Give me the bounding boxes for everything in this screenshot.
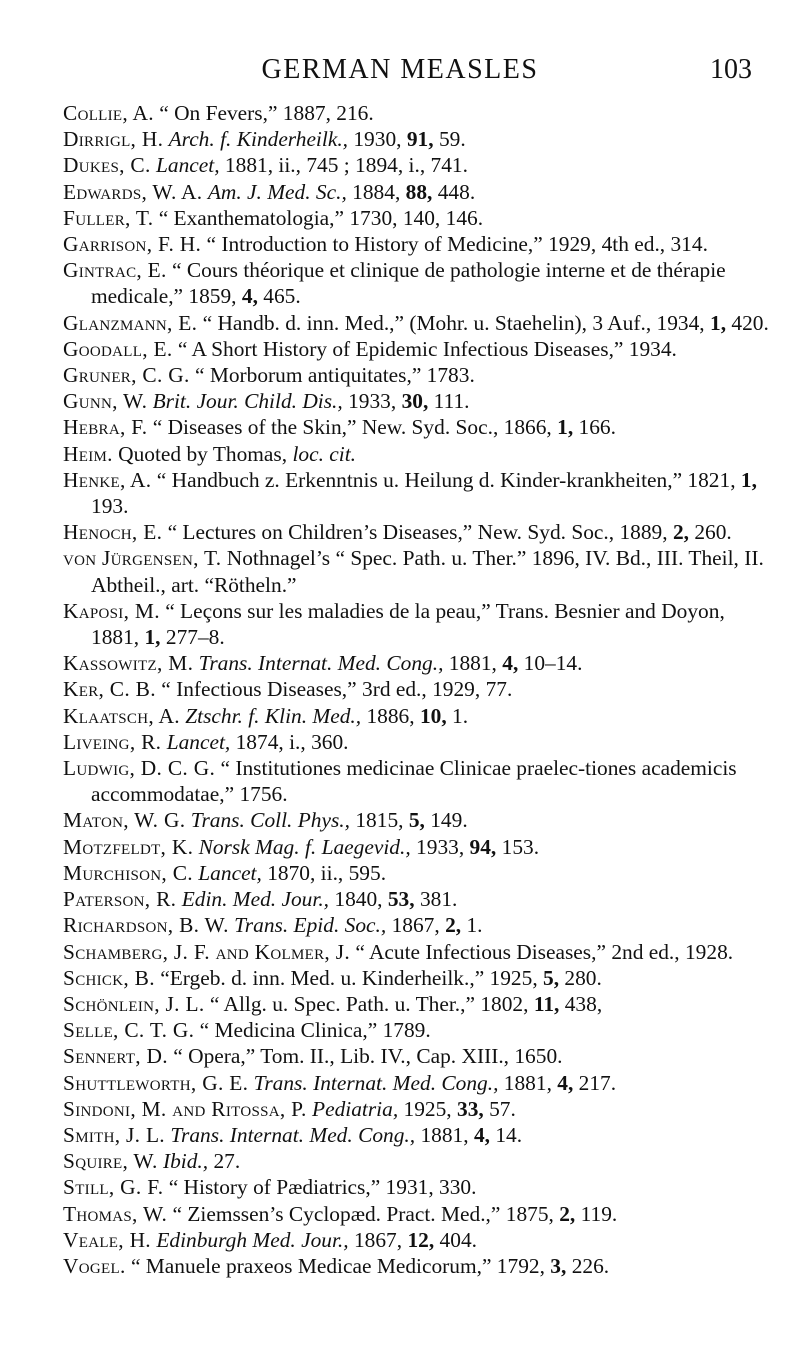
reference-volume: 33, bbox=[457, 1096, 484, 1121]
reference-author: Sindoni, M. and Ritossa, P. bbox=[63, 1096, 307, 1121]
reference-author: Gintrac, E. bbox=[63, 258, 167, 283]
reference-volume: 5, bbox=[408, 808, 425, 833]
reference-author: Still, G. F. bbox=[63, 1175, 164, 1200]
reference-text: 59. bbox=[433, 127, 466, 152]
reference-text: 119. bbox=[575, 1201, 618, 1226]
reference-text: “ Acute Infectious Diseases,” 2nd ed., 1928. bbox=[349, 939, 734, 964]
reference-volume: 12, bbox=[407, 1227, 435, 1252]
reference-entry bbox=[63, 545, 775, 597]
reference-author: Richardson, B. W. bbox=[63, 913, 229, 938]
reference-entry bbox=[63, 1122, 775, 1148]
reference-list bbox=[63, 100, 775, 1279]
reference-text: 420. bbox=[726, 310, 769, 335]
reference-entry bbox=[63, 912, 775, 938]
reference-entry bbox=[63, 886, 775, 912]
reference-journal: Trans. Epid. Soc., bbox=[234, 913, 387, 938]
reference-volume: 53, bbox=[387, 887, 415, 912]
reference-text: 381. bbox=[414, 887, 458, 912]
reference-entry bbox=[63, 939, 775, 965]
reference-text: 1870, ii., 595. bbox=[261, 860, 387, 885]
reference-entry bbox=[63, 1096, 775, 1122]
reference-author: Collie, A. bbox=[63, 101, 154, 125]
reference-text: 1884, bbox=[346, 179, 406, 204]
reference-journal: Lancet, bbox=[198, 860, 262, 885]
reference-volume: 88, bbox=[405, 179, 433, 204]
reference-text: 166. bbox=[573, 415, 616, 440]
reference-text: Quoted by Thomas, bbox=[112, 441, 293, 466]
reference-text: “ On Fevers,” 1887, 216. bbox=[153, 101, 374, 125]
reference-entry bbox=[63, 755, 775, 807]
reference-text: 448. bbox=[432, 179, 476, 204]
reference-text: “ Morborum antiquitates,” 1783. bbox=[189, 363, 475, 388]
page-number: 103 bbox=[710, 54, 752, 85]
reference-entry bbox=[63, 1043, 775, 1069]
reference-entry bbox=[63, 205, 775, 231]
reference-text: 1886, bbox=[361, 703, 420, 728]
reference-text: “ Diseases of the Skin,” New. Syd. Soc., 1866, bbox=[147, 415, 558, 440]
reference-entry bbox=[63, 860, 775, 886]
reference-entry bbox=[63, 1227, 775, 1253]
reference-author: Schick, B. bbox=[63, 965, 155, 990]
reference-volume: 11, bbox=[533, 991, 560, 1016]
reference-volume: 2, bbox=[559, 1201, 576, 1226]
reference-author: Vogel. bbox=[63, 1253, 126, 1278]
reference-text: “ Cours théorique et clinique de pathologie interne et de thérapie medicale,” 1859, bbox=[91, 258, 726, 309]
reference-text: 1874, i., 360. bbox=[230, 729, 349, 754]
reference-entry bbox=[63, 100, 775, 126]
reference-author: Motzfeldt, K. bbox=[63, 834, 194, 859]
reference-author: Schamberg, J. F. and Kolmer, J. bbox=[63, 939, 350, 964]
reference-author: Sennert, D. bbox=[63, 1044, 168, 1069]
reference-author: von Jürgensen, T. bbox=[63, 546, 222, 571]
reference-text: 10–14. bbox=[518, 651, 583, 676]
reference-volume: 2, bbox=[445, 913, 462, 938]
reference-journal: loc. cit. bbox=[292, 441, 356, 466]
reference-text: 217. bbox=[573, 1070, 617, 1095]
reference-author: Dukes, C. bbox=[63, 153, 151, 178]
reference-entry bbox=[63, 231, 775, 257]
reference-volume: 30, bbox=[401, 389, 429, 414]
reference-entry bbox=[63, 126, 775, 152]
reference-entry bbox=[63, 703, 775, 729]
reference-author: Glanzmann, E. bbox=[63, 310, 198, 335]
reference-text: 1. bbox=[446, 703, 469, 728]
reference-text: 1933, bbox=[410, 834, 470, 859]
reference-entry bbox=[63, 676, 775, 702]
reference-journal: Edinburgh Med. Jour., bbox=[156, 1227, 349, 1252]
reference-journal: Norsk Mag. f. Laegevid., bbox=[198, 834, 411, 859]
reference-text: “ Allg. u. Spec. Path. u. Ther.,” 1802, bbox=[204, 991, 534, 1016]
reference-text: “ Infectious Diseases,” 3rd ed., 1929, 77. bbox=[155, 677, 513, 702]
reference-text: 1925, bbox=[398, 1096, 457, 1121]
reference-volume: 1, bbox=[557, 415, 574, 440]
reference-text: 226. bbox=[566, 1253, 610, 1278]
reference-entry bbox=[63, 152, 775, 178]
reference-text: “ A Short History of Epidemic Infectious Diseases,” 1934. bbox=[172, 336, 677, 361]
reference-author: Selle, C. T. G. bbox=[63, 1018, 195, 1043]
reference-entry bbox=[63, 807, 775, 833]
reference-journal: Ztschr. f. Klin. Med., bbox=[185, 703, 362, 728]
reference-text: “ Ziemssen’s Cyclopæd. Pract. Med.,” 1875, bbox=[167, 1201, 560, 1226]
reference-author: Schönlein, J. L. bbox=[63, 991, 205, 1016]
reference-author: Edwards, W. A. bbox=[63, 179, 203, 204]
reference-entry bbox=[63, 729, 775, 755]
reference-author: Murchison, C. bbox=[63, 860, 193, 885]
reference-entry bbox=[63, 965, 775, 991]
reference-text: “ Handbuch z. Erkenntnis u. Heilung d. Kinder-krankheiten,” 1821, bbox=[151, 467, 741, 492]
reference-text: 193. bbox=[91, 494, 129, 519]
reference-text: 57. bbox=[483, 1096, 516, 1121]
reference-text: “ Manuele praxeos Medicae Medicorum,” 1792, bbox=[125, 1253, 551, 1278]
reference-text: 14. bbox=[490, 1122, 523, 1147]
reference-author: Squire, W. bbox=[63, 1149, 158, 1174]
reference-author: Kaposi, M. bbox=[63, 598, 160, 623]
reference-author: Shuttleworth, G. E. bbox=[63, 1070, 249, 1095]
reference-text: 1867, bbox=[348, 1227, 408, 1252]
reference-author: Fuller, T. bbox=[63, 205, 154, 230]
reference-author: Dirrigl, H. bbox=[63, 127, 164, 152]
reference-volume: 5, bbox=[543, 965, 560, 990]
reference-text: 153. bbox=[496, 834, 540, 859]
reference-author: Ker, C. B. bbox=[63, 677, 156, 702]
reference-volume: 3, bbox=[550, 1253, 567, 1278]
reference-entry bbox=[63, 441, 775, 467]
reference-journal: Trans. Internat. Med. Cong., bbox=[170, 1122, 416, 1147]
reference-text: 1881, bbox=[415, 1122, 474, 1147]
reference-entry bbox=[63, 362, 775, 388]
reference-text: “ Exanthematologia,” 1730, 140, 146. bbox=[153, 205, 484, 230]
reference-entry bbox=[63, 598, 775, 650]
reference-text: “ Introduction to History of Medicine,” 1929, 4th ed., 314. bbox=[201, 232, 708, 257]
reference-volume: 10, bbox=[419, 703, 447, 728]
reference-text: “ Institutiones medicinae Clinicae praelec-tiones academicis accommodatae,” 1756. bbox=[91, 756, 737, 807]
reference-entry bbox=[63, 650, 775, 676]
reference-entry bbox=[63, 467, 775, 519]
reference-text: “ Lectures on Children’s Diseases,” New. Syd. Soc., 1889, bbox=[162, 520, 673, 545]
reference-author: Ludwig, D. C. G. bbox=[63, 756, 216, 781]
reference-entry bbox=[63, 519, 775, 545]
reference-text: Nothnagel’s “ Spec. Path. u. Ther.” 1896, IV. Bd., III. Theil, II. Abtheil., art. “Rötheln.” bbox=[91, 546, 764, 597]
page-header bbox=[0, 50, 800, 90]
reference-text: 111. bbox=[428, 389, 470, 414]
reference-author: Hebra, F. bbox=[63, 415, 148, 440]
reference-journal: Trans. Internat. Med. Cong., bbox=[198, 651, 444, 676]
reference-entry bbox=[63, 834, 775, 860]
reference-author: Smith, J. L. bbox=[63, 1122, 165, 1147]
reference-journal: Trans. Coll. Phys., bbox=[190, 808, 351, 833]
reference-volume: 2, bbox=[672, 520, 689, 545]
reference-journal: Arch. f. Kinderheilk., bbox=[168, 127, 349, 152]
reference-author: Henke, A. bbox=[63, 467, 152, 492]
reference-journal: Edin. Med. Jour., bbox=[181, 887, 330, 912]
reference-entry bbox=[63, 1174, 775, 1200]
reference-text: 149. bbox=[424, 808, 468, 833]
reference-text: 280. bbox=[559, 965, 602, 990]
reference-author: Goodall, E. bbox=[63, 336, 173, 361]
reference-volume: 91, bbox=[406, 127, 434, 152]
reference-volume: 4, bbox=[502, 651, 519, 676]
reference-entry bbox=[63, 1201, 775, 1227]
reference-entry bbox=[63, 1070, 775, 1096]
reference-author: Gruner, C. G. bbox=[63, 363, 190, 388]
reference-volume: 1, bbox=[144, 625, 161, 650]
reference-text: 1815, bbox=[350, 808, 409, 833]
reference-text: 1881, ii., 745 ; 1894, i., 741. bbox=[219, 153, 468, 178]
reference-entry bbox=[63, 1148, 775, 1174]
reference-author: Maton, W. G. bbox=[63, 808, 186, 833]
reference-entry bbox=[63, 336, 775, 362]
reference-author: Henoch, E. bbox=[63, 520, 163, 545]
reference-text: 27. bbox=[208, 1149, 241, 1174]
reference-journal: Lancet, bbox=[166, 729, 231, 754]
reference-text: “ Leçons sur les maladies de la peau,” Trans. Besnier and Doyon, 1881, bbox=[91, 598, 725, 650]
reference-volume: 94, bbox=[469, 834, 497, 859]
reference-journal: Am. J. Med. Sc., bbox=[207, 179, 347, 204]
reference-author: Garrison, F. H. bbox=[63, 232, 202, 257]
reference-author: Veale, H. bbox=[63, 1227, 151, 1252]
reference-text: “ Handb. d. inn. Med.,” (Mohr. u. Staehelin), 3 Auf., 1934, bbox=[197, 310, 711, 335]
reference-volume: 1, bbox=[710, 310, 727, 335]
running-title: GERMAN MEASLES bbox=[261, 54, 539, 85]
reference-entry bbox=[63, 310, 775, 336]
reference-text: 404. bbox=[434, 1227, 477, 1252]
reference-text: 1930, bbox=[348, 127, 407, 152]
reference-text: 1881, bbox=[443, 651, 503, 676]
reference-text: 1840, bbox=[329, 887, 388, 912]
reference-text: “Ergeb. d. inn. Med. u. Kinderheilk.,” 1925, bbox=[154, 965, 544, 990]
reference-entry bbox=[63, 257, 775, 309]
reference-journal: Brit. Jour. Child. Dis., bbox=[152, 389, 343, 414]
reference-text: 260. bbox=[688, 520, 732, 545]
reference-author: Kassowitz, M. bbox=[63, 651, 194, 676]
reference-entry bbox=[63, 388, 775, 414]
reference-journal: Pediatria, bbox=[312, 1096, 399, 1121]
reference-author: Paterson, R. bbox=[63, 887, 177, 912]
reference-entry bbox=[63, 1017, 775, 1043]
reference-text: 1881, bbox=[498, 1070, 558, 1095]
reference-entry bbox=[63, 414, 775, 440]
reference-journal: Trans. Internat. Med. Cong., bbox=[253, 1070, 499, 1095]
reference-text: 1867, bbox=[386, 913, 446, 938]
reference-author: Heim. bbox=[63, 441, 113, 466]
reference-author: Gunn, W. bbox=[63, 389, 148, 414]
reference-volume: 4, bbox=[557, 1070, 574, 1095]
reference-entry bbox=[63, 991, 775, 1017]
reference-author: Klaatsch, A. bbox=[63, 703, 180, 728]
reference-entry bbox=[63, 1253, 775, 1279]
reference-author: Thomas, W. bbox=[63, 1201, 168, 1226]
reference-text: “ History of Pædiatrics,” 1931, 330. bbox=[163, 1175, 477, 1200]
reference-text: “ Opera,” Tom. II., Lib. IV., Cap. XIII., 1650. bbox=[167, 1044, 563, 1069]
reference-text: 1933, bbox=[342, 389, 402, 414]
reference-journal: Lancet, bbox=[156, 153, 220, 178]
reference-text: “ Medicina Clinica,” 1789. bbox=[194, 1018, 431, 1043]
reference-text: 1. bbox=[461, 913, 483, 938]
reference-text: 438, bbox=[559, 991, 603, 1016]
reference-journal: Ibid., bbox=[162, 1149, 209, 1174]
reference-text: 465. bbox=[257, 284, 301, 309]
reference-volume: 1, bbox=[740, 467, 757, 492]
reference-author: Liveing, R. bbox=[63, 729, 162, 754]
reference-volume: 4, bbox=[473, 1122, 490, 1147]
reference-volume: 4, bbox=[241, 284, 258, 309]
reference-entry bbox=[63, 179, 775, 205]
reference-text: 277–8. bbox=[160, 625, 225, 650]
